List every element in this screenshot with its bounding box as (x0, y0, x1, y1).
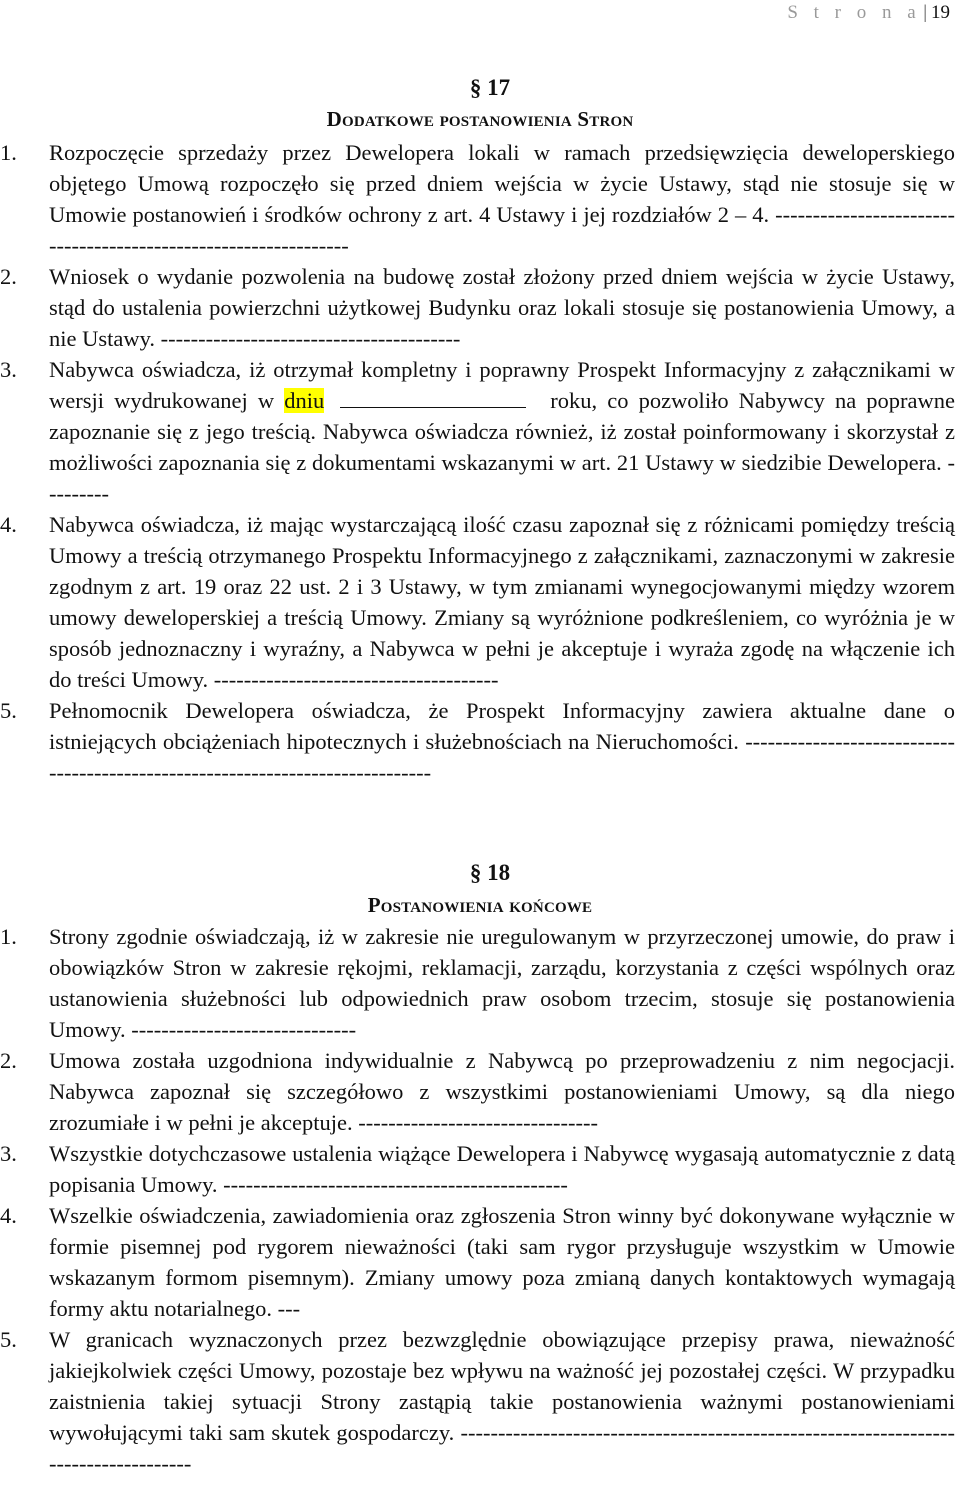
item-number: 2. (0, 264, 17, 289)
item-text: Nabywca oświadcza, iż mając wystarczającą ilość czasu zapoznał się z różnicami pomiędzy treścią Umowy a treścią otrzymanego Prospektu Informacyjnego z załącznikami, zaznaczonymi w zakresie zgodnym z art. 19 oraz 22 ust. 2 i 3 Ustawy, w tym zmianami wynegocjowanymi między wzorem umowy deweloperskiej a treścią Umowy. Zmiany są wyróżnione podkreśleniem, co wyróżnia je w sposób jednoznaczny i wyraźny, a Nabywca w pełni je akceptuje i wyraża zgodę na włączenie ich do treści Umowy. -------------------------------------- (49, 512, 955, 692)
page-separator: | (923, 2, 927, 23)
item-text: Wszelkie oświadczenia, zawiadomienia oraz zgłoszenia Stron winny być dokonywane wyłącznie w formie pisemnej pod rygorem nieważności (taki sam rygor przysługuje wszystkim w Umowie wskazanym formom pisemnym). Zmiany umowy poza zmianą danych kontaktowych wymagają formy aktu notarialnego. --- (49, 1203, 955, 1321)
list-item (0, 261, 955, 354)
item-number: 1. (0, 924, 17, 949)
section-18-title: Postanowienia końcowe (367, 893, 593, 917)
list-item (0, 509, 955, 695)
item-text: Strony zgodnie oświadczają, iż w zakresie nie uregulowanym w przyrzeczonej umowie, do praw i obowiązków Stron w zakresie rękojmi, reklamacji, zarządu, korzystania z części wspólnych oraz ustanowienia służebności lub odpowiednich praw osobom trzecim, stosuje się postanowienia Umowy. ------------------------------ (49, 924, 955, 1042)
list-item (0, 1045, 955, 1138)
list-item (0, 354, 955, 509)
page-number: 19 (931, 2, 950, 23)
item-text (49, 354, 955, 509)
list-item (0, 1138, 955, 1200)
item-number: 2. (0, 1048, 17, 1073)
item-number: 3. (0, 357, 17, 382)
item-number: 5. (0, 698, 17, 723)
item-text: Rozpoczęcie sprzedaży przez Dewelopera lokali w ramach przedsięwzięcia deweloperskiego objętego Umową rozpoczęło się przed dniem wejścia w życie Ustawy, stąd nie stosuje się w Umowie postanowień i środków ochrony z art. 4 Ustawy i jej rozdziałów 2 – 4. ---------------------------------------------------------------- (49, 140, 955, 258)
item-text: Umowa została uzgodniona indywidualnie z Nabywcą po przeprowadzeniu z nim negocjacji. Nabywca zapoznał się szczegółowo z wszystkimi postanowieniami Umowy, są dla niego zrozumiałe i w pełni je akceptuje. -------------------------------- (49, 1048, 955, 1135)
item-number: 4. (0, 1203, 17, 1228)
highlighted-date-label: dniu (284, 388, 325, 413)
item-number: 3. (0, 1141, 17, 1166)
item-text-after: roku, co pozwoliło Nabywcy na poprawne zapoznanie się z jego treścią. Nabywca oświadcza również, iż został poinformowany i skorzystał z możliwości zapoznania się z dokumentami wskazanymi w art. 21 Ustawy w siedzibie Dewelopera. --------- (49, 388, 956, 506)
section-17-number: § 17 (469, 75, 511, 100)
item-number: 1. (0, 140, 17, 165)
section-18-list (0, 921, 955, 1479)
item-number: 5. (0, 1327, 17, 1352)
list-item (0, 1324, 955, 1479)
item-text: Wniosek o wydanie pozwolenia na budowę został złożony przed dniem wejścia w życie Ustawy, stąd do ustalenia powierzchni użytkowej Budynku oraz lokali stosuje się postanowienia Umowy, a nie Ustawy. ---------------------------------------- (49, 264, 955, 351)
item-text: Wszystkie dotychczasowe ustalenia wiążące Dewelopera i Nabywcę wygasają automatycznie z datą popisania Umowy. ---------------------------------------------- (49, 1141, 955, 1197)
item-text-before: Nabywca oświadcza, iż otrzymał kompletny i poprawny Prospekt Informacyjny z załącznikami w wersji wydrukowanej w (49, 357, 955, 413)
page-header (787, 1, 950, 25)
item-number: 4. (0, 512, 17, 537)
list-item (0, 695, 955, 788)
section-18-number: § 18 (469, 860, 511, 885)
list-item (0, 921, 955, 1045)
page-label: S t r o n a (787, 2, 922, 23)
item-text: Pełnomocnik Dewelopera oświadcza, że Prospekt Informacyjny zawiera aktualne dane o istniejących obciążeniach hipotecznych i służebnościach na Nieruchomości. ------------------------------------------------------------------------------- (49, 698, 955, 785)
list-item (0, 137, 955, 261)
list-item (0, 1200, 955, 1324)
date-blank-line (340, 389, 526, 408)
item-text: W granicach wyznaczonych przez bezwzględnie obowiązujące przepisy prawa, nieważność jakiejkolwiek części Umowy, pozostaje bez wpływu na ważność jej pozostałej części. W przypadku zaistnienia takiej sytuacji Strony zastąpią takie postanowienia ważnymi postanowieniami wywołującymi taki sam skutek gospodarczy. ------------------------------------------------------------------------------------- (49, 1327, 955, 1476)
section-17-title: Dodatkowe postanowienia Stron (326, 107, 634, 131)
section-17-list (0, 137, 955, 788)
